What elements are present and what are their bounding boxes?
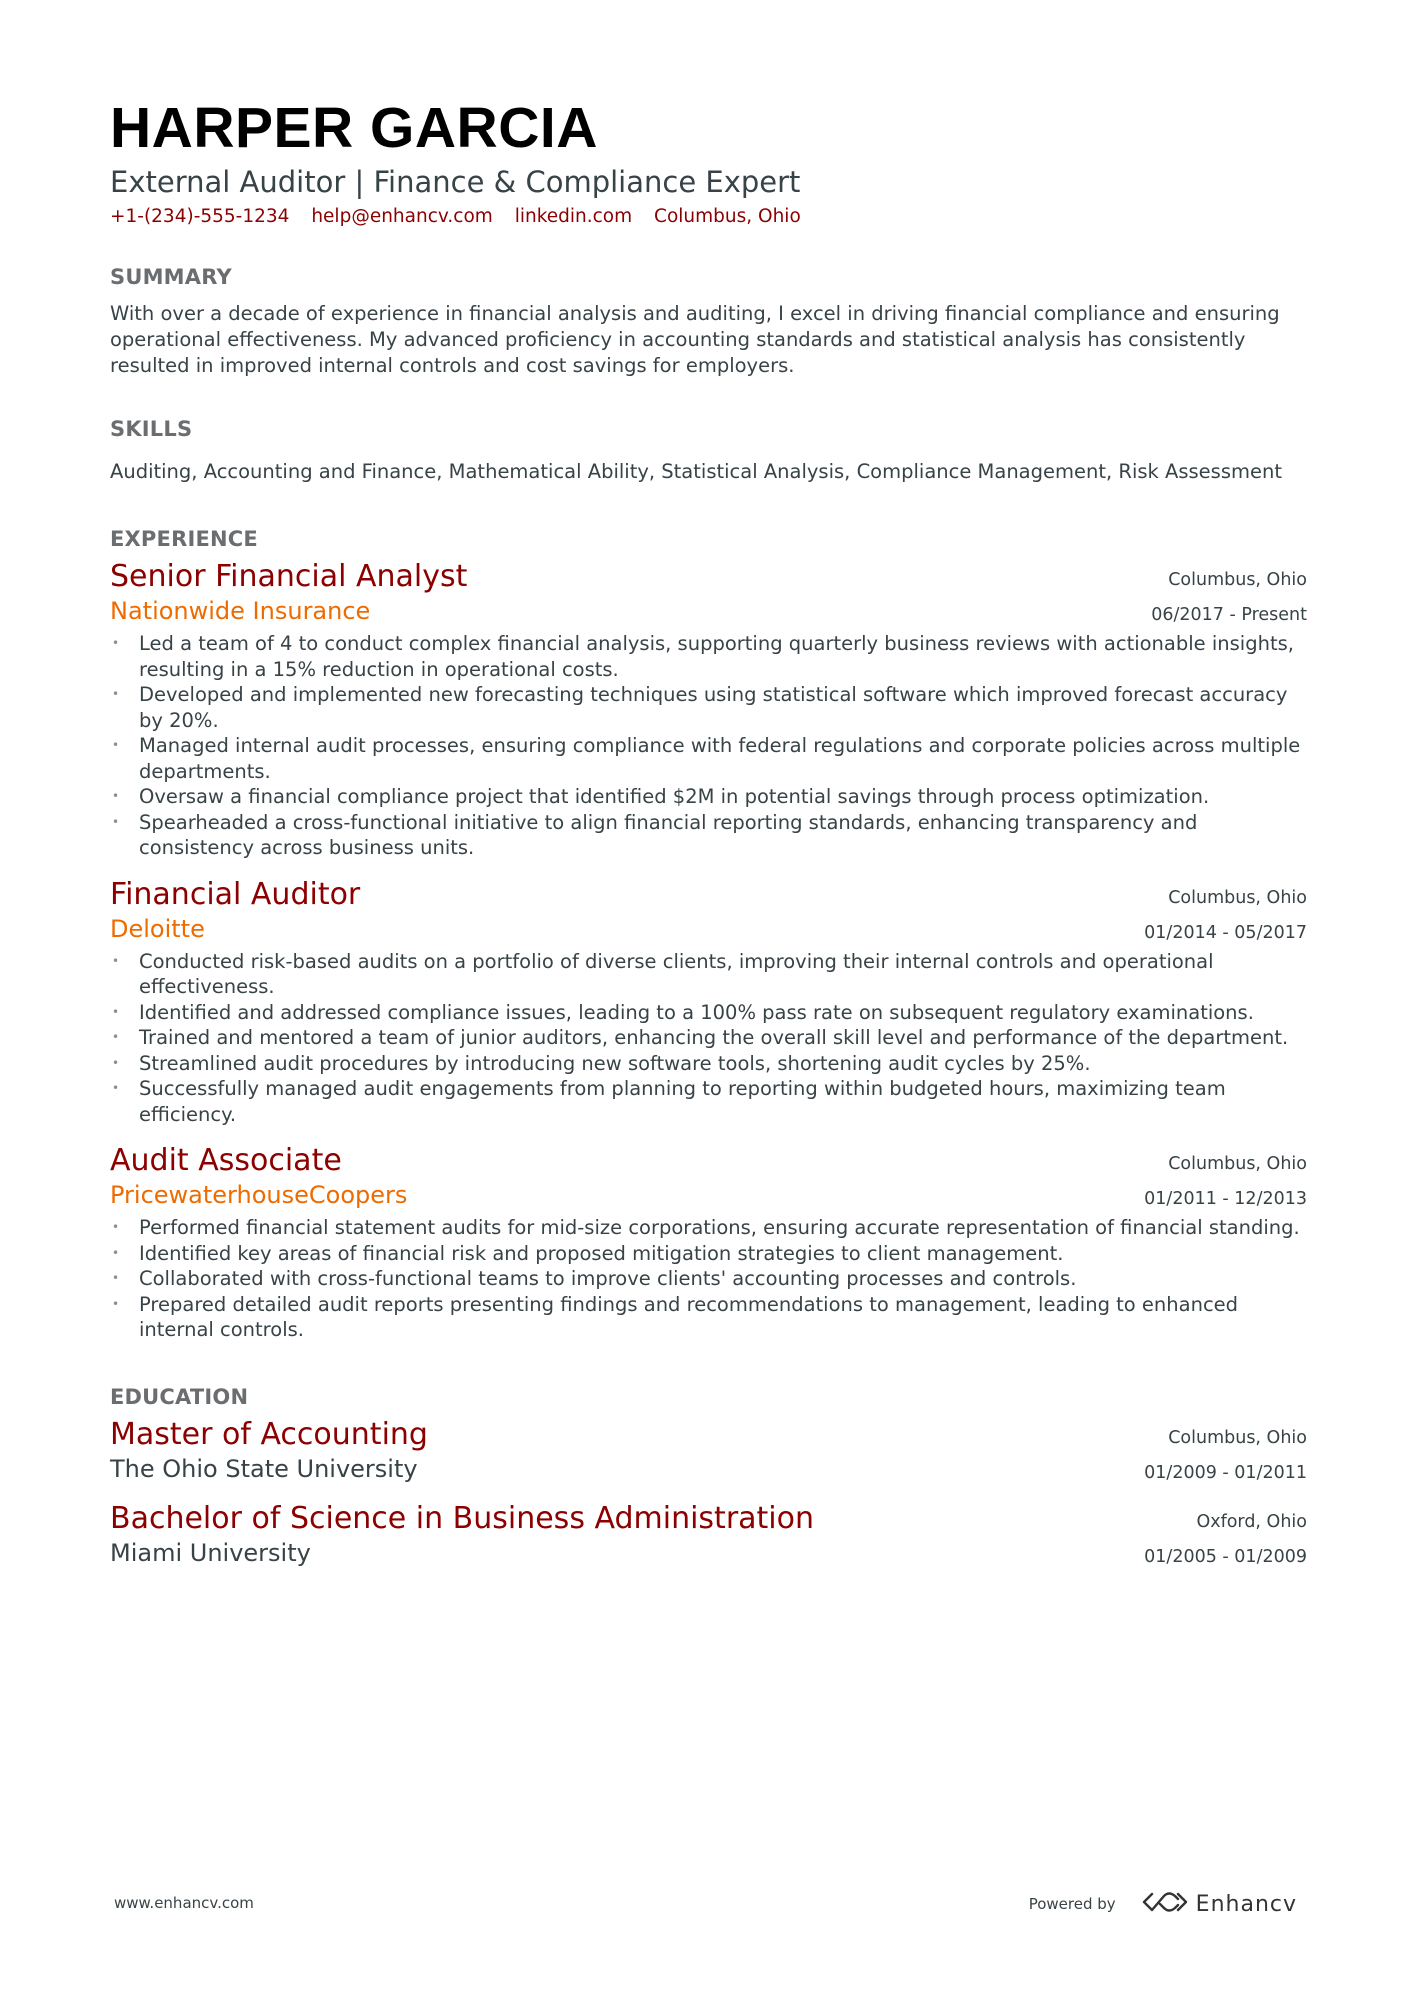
company-name: PricewaterhouseCoopers [110,1181,408,1209]
education-entry [110,1501,1307,1569]
degree: Bachelor of Science in Business Administration [110,1500,815,1536]
job-meta [1151,563,1307,633]
experience-entry [110,559,1307,861]
bullet: • Prepared detailed audit reports presenting findings and recommendations to management, leading to enhanced internal controls. [110,1292,1307,1343]
bullet: • Conducted risk-based audits on a portfolio of diverse clients, improving their internal controls and operational effectiveness. [110,949,1307,1000]
email[interactable]: help@enhancv.com [311,206,493,227]
bullet: • Spearheaded a cross-functional initiative to align financial reporting standards, enhancing transparency and consistency across business units. [110,810,1307,861]
education-entry [110,1417,1307,1485]
linkedin[interactable]: linkedin.com [514,206,633,227]
job-meta [1144,1147,1307,1217]
job-title: Audit Associate [110,1143,342,1178]
footer-branding [1029,1890,1297,1918]
education-meta [1144,1505,1307,1575]
education-meta [1144,1421,1307,1491]
job-title: Senior Financial Analyst [110,559,468,594]
headline: External Auditor | Finance & Compliance Expert [110,165,801,199]
school-name: Miami University [110,1538,311,1567]
skills-title: SKILLS [110,417,193,441]
company-name: Nationwide Insurance [110,597,371,625]
candidate-name: HARPER GARCIA [110,96,598,160]
location: Columbus, Ohio [654,206,801,227]
footer-website[interactable]: www.enhancv.com [114,1894,254,1912]
job-bullets [110,1215,1307,1343]
job-location: Columbus, Ohio [1168,570,1307,590]
education-location: Oxford, Ohio [1196,1511,1307,1532]
bullet: • Performed financial statement audits for mid-size corporations, ensuring accurate representation of financial standing. [110,1215,1307,1241]
bullet: • Developed and implemented new forecasting techniques using statistical software which improved forecast accuracy by 20%. [110,682,1307,733]
bullet: • Collaborated with cross-functional teams to improve clients' accounting processes and controls. [110,1266,1307,1292]
degree: Master of Accounting [110,1416,428,1452]
enhancv-logo-icon [1142,1890,1188,1918]
brand-name: Enhancv [1195,1891,1297,1917]
bullet: • Identified key areas of financial risk and proposed mitigation strategies to client management. [110,1241,1307,1267]
job-location: Columbus, Ohio [1168,887,1307,908]
experience-entry [110,1143,1307,1343]
job-dates: 01/2014 - 05/2017 [1144,922,1307,943]
bullet: • Oversaw a financial compliance project that identified $2M in potential savings through process optimization. [110,784,1307,810]
job-location: Columbus, Ohio [1168,1154,1307,1174]
contact-bar [110,204,1307,230]
job-dates: 01/2011 - 12/2013 [1144,1189,1307,1209]
bullet: • Identified and addressed compliance issues, leading to a 100% pass rate on subsequent regulatory examinations. [110,1000,1307,1026]
summary-title: SUMMARY [110,265,232,289]
resume-page [110,96,1307,1569]
bullet: • Successfully managed audit engagements from planning to reporting within budgeted hours, maximizing team efficiency. [110,1076,1307,1127]
summary-text: With over a decade of experience in financial analysis and auditing, I excel in driving financial compliance and ensuring operational effectiveness. My advanced proficiency in accounting standards and statistical analysis has consistently resulted in improved internal controls and cost savings for employers. [110,302,1280,377]
job-title: Financial Auditor [110,876,361,912]
phone[interactable]: +1-(234)-555-1234 [110,206,290,227]
experience-entry [110,877,1307,1128]
company-name: Deloitte [110,914,205,943]
education-dates: 01/2005 - 01/2009 [1144,1546,1307,1567]
job-bullets [110,631,1307,861]
bullet: • Led a team of 4 to conduct complex financial analysis, supporting quarterly business reviews with actionable insights, resulting in a 15% reduction in operational costs. [110,631,1307,682]
education-location: Columbus, Ohio [1168,1427,1307,1448]
job-bullets [110,949,1307,1128]
bullet: • Managed internal audit processes, ensuring compliance with federal regulations and corporate policies across multiple departments. [110,733,1307,784]
skills-text: Auditing, Accounting and Finance, Mathematical Ability, Statistical Analysis, Compliance Management, Risk Assessment [110,460,1282,483]
job-dates: 06/2017 - Present [1151,605,1307,625]
education-title: EDUCATION [110,1384,249,1409]
job-meta [1144,881,1307,951]
experience-title: EXPERIENCE [110,527,258,551]
bullet: • Trained and mentored a team of junior auditors, enhancing the overall skill level and performance of the department. [110,1025,1307,1051]
education-dates: 01/2009 - 01/2011 [1144,1462,1307,1483]
school-name: The Ohio State University [110,1454,418,1483]
powered-by-label: Powered by [1028,1895,1116,1913]
bullet: • Streamlined audit procedures by introducing new software tools, shortening audit cycles by 25%. [110,1051,1307,1077]
